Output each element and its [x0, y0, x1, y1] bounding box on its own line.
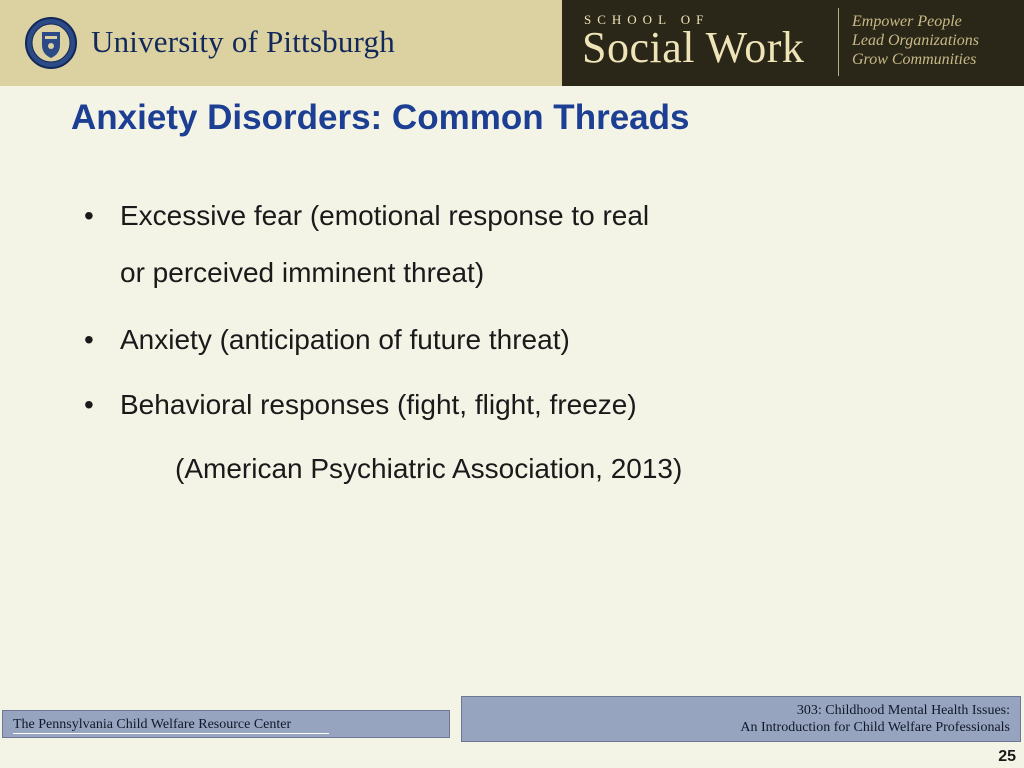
- bullet-text-continuation: or perceived imminent threat): [120, 257, 485, 288]
- footer-course-title: 303: Childhood Mental Health Issues:: [796, 703, 1010, 718]
- header-divider: [838, 8, 839, 76]
- page-number: 25: [998, 748, 1016, 765]
- footer-right-box: [461, 696, 1021, 742]
- footer-left-box: [2, 710, 450, 738]
- bullet-marker: •: [84, 200, 94, 231]
- citation: (American Psychiatric Association, 2013): [175, 453, 683, 484]
- university-name: University of Pittsburgh: [91, 24, 395, 59]
- bullet-marker: •: [84, 389, 94, 420]
- footer-organization: The Pennsylvania Child Welfare Resource Center: [13, 717, 292, 732]
- school-prefix: SCHOOL OF: [584, 12, 710, 27]
- bullet-text: Excessive fear (emotional response to real: [120, 200, 650, 231]
- footer-underline: [13, 733, 329, 734]
- tagline: Grow Communities: [852, 51, 977, 68]
- bullet-marker: •: [84, 324, 94, 355]
- slide-title: Anxiety Disorders: Common Threads: [71, 98, 690, 137]
- school-taglines: [852, 12, 979, 69]
- tagline: Empower People: [852, 13, 962, 30]
- bullet-text: Behavioral responses (fight, flight, freeze): [120, 389, 637, 420]
- university-seal-icon: [25, 14, 77, 72]
- school-name: Social Work: [582, 23, 805, 72]
- footer-course-subtitle: An Introduction for Child Welfare Professionals: [740, 720, 1010, 735]
- tagline: Lead Organizations: [852, 32, 979, 49]
- bullet-text: Anxiety (anticipation of future threat): [120, 324, 570, 355]
